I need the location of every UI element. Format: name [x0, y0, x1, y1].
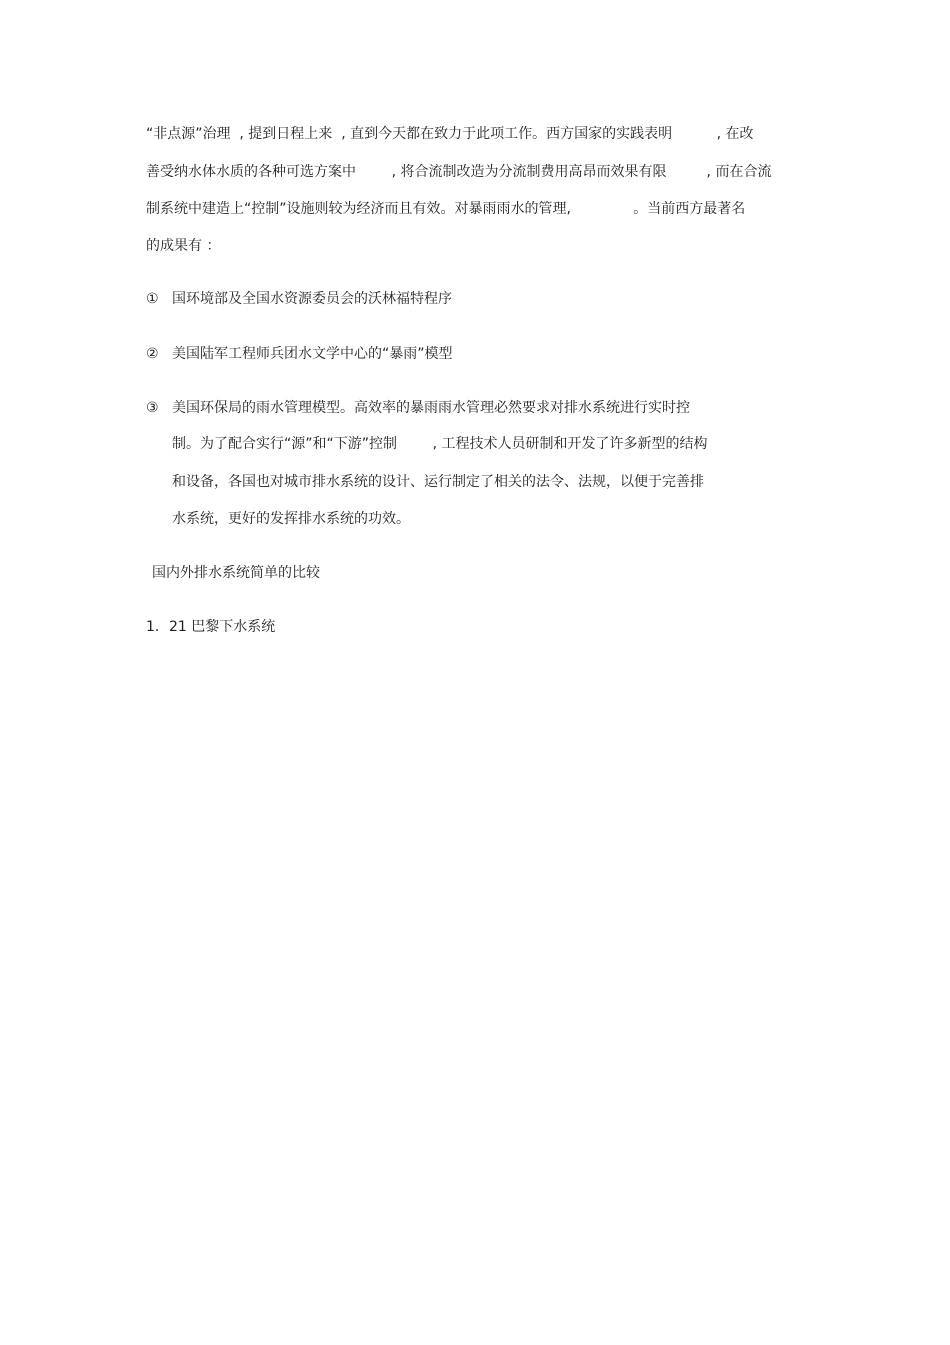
subsection-title: 21 巴黎下水系统 [169, 619, 276, 635]
list-item-text: 和设备，各国也对城市排水系统的设计、运行制定了相关的法令、法规，以便于完善排 [172, 474, 704, 490]
list-item-text: 制。为了配合实行“源”和“下游”控制 , 工程技术人员研制和开发了许多新型的结构 [172, 436, 708, 452]
list-item-text: 美国环保局的雨水管理模型。高效率的暴雨雨水管理必然要求对排水系统进行实时控 [172, 400, 690, 416]
paragraph-line: 的成果有 ： [146, 238, 221, 254]
list-marker: ② [146, 346, 159, 362]
paragraph-line: 善受纳水体水质的各种可选方案中 , 将合流制改造为分流制费用高昂而效果有限 , 而在合流 [146, 164, 772, 180]
subsection-number: 1. [146, 619, 160, 635]
list-item-text: 国环境部及全国水资源委员会的沃林福特程序 [172, 291, 452, 307]
list-item-text: 水系统，更好的发挥排水系统的功效。 [172, 511, 410, 527]
list-marker: ③ [146, 400, 159, 416]
list-marker: ① [146, 291, 159, 307]
paragraph-line: “非点源”治理 , 提到日程上来 , 直到今天都在致力于此项工作。西方国家的实践表明 , 在改 [146, 126, 754, 142]
list-item-text: 美国陆军工程师兵团水文学中心的“暴雨”模型 [172, 346, 453, 362]
paragraph-line: 制系统中建造上“控制”设施则较为经济而且有效。对暴雨雨水的管理, 。当前西方最著名 [146, 201, 746, 217]
section-heading: 国内外排水系统简单的比较 [152, 565, 320, 581]
